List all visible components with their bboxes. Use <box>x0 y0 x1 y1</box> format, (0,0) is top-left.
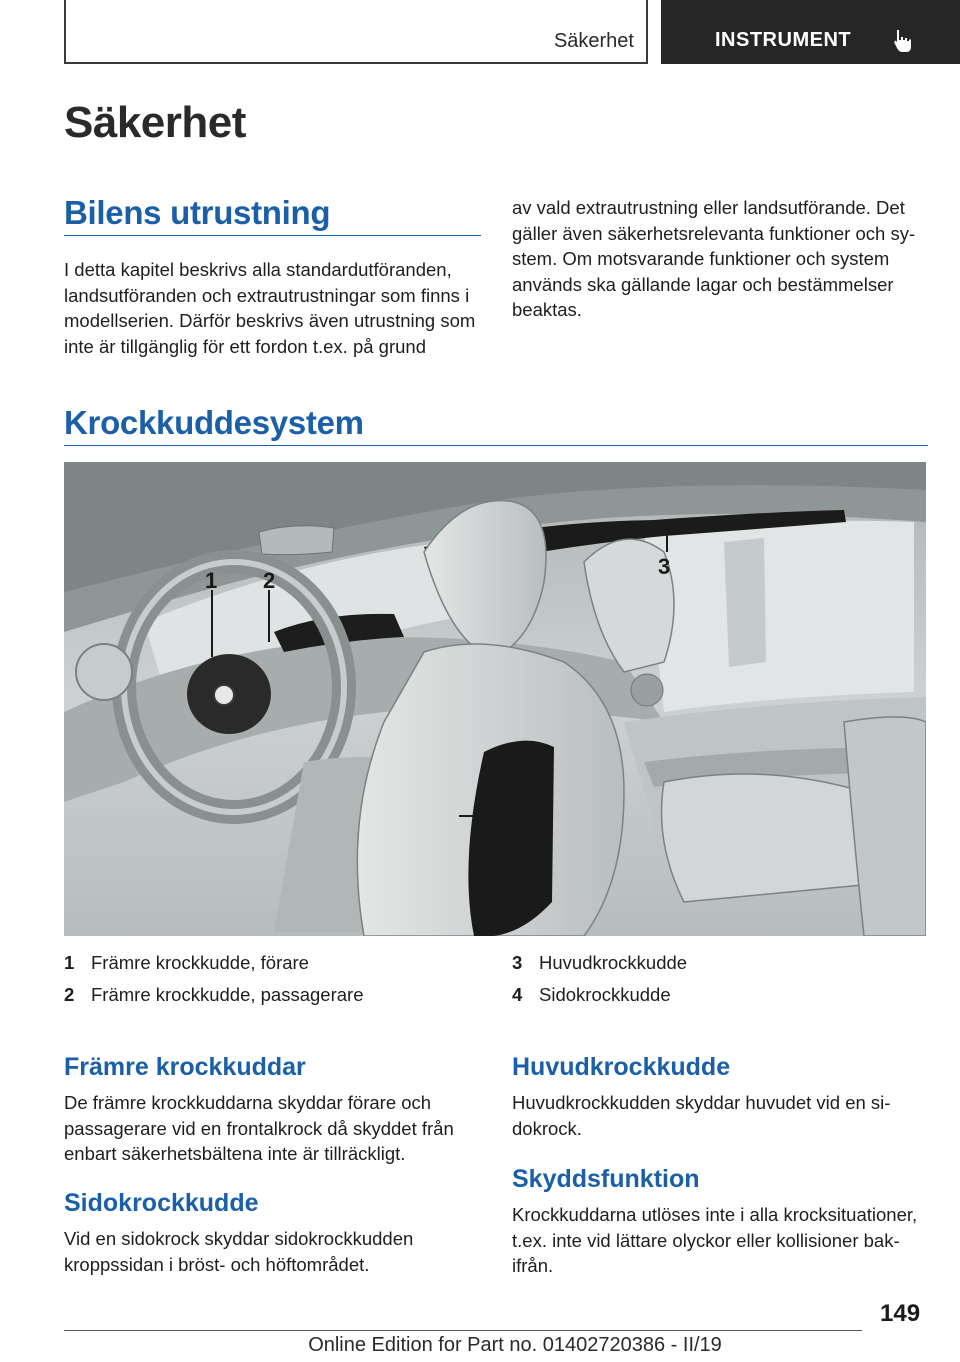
car-interior-drawing <box>64 462 926 936</box>
callout-1: 1 <box>205 568 218 593</box>
legend-text: Sidokrockkudde <box>539 984 671 1005</box>
subheading-skydd: Skyddsfunktion <box>512 1165 700 1193</box>
legend-text: Främre krockkudde, passagerare <box>91 984 364 1005</box>
section-rule <box>64 235 481 236</box>
callout-3: 3 <box>658 554 671 579</box>
sido-text: Vid en sidokrock skyddar sidokrockkudden kroppssidan i bröst- och höftområdet. <box>64 1228 414 1275</box>
callout-4: 4 <box>503 803 516 828</box>
framre-text: De främre krockkuddarna skyddar förare och passagerare vid en frontalkrock då skyddet från enbart säkerhetsbältena inte är tillräckligt. <box>64 1092 454 1164</box>
section-heading-bilens: Bilens utrustning <box>64 194 331 231</box>
airbag-illustration <box>64 462 926 936</box>
huvud-text: Huvudkrockkudden skyddar huvudet vid en si-dokrock. <box>512 1092 891 1139</box>
edition-label: Online Edition for Part no. 01402720386 - II/19 <box>308 1334 722 1356</box>
section-heading-krock: Krockkuddesystem <box>64 404 364 441</box>
skydd-text: Krockkuddarna utlöses inte i alla krocksituationer, t.ex. inte vid lättare olyckor eller kollisioner bak-ifrån. <box>512 1204 918 1276</box>
legend-number: 1 <box>64 952 75 973</box>
header-chapter-label: INSTRUMENT <box>715 29 852 51</box>
header-section-tab <box>64 0 648 64</box>
bilens-text-col2: av vald extrautrustning eller landsutförande. Det gäller även säkerhetsrelevanta funktioner och sy-stem. Om motsvarande funktioner och system används ska gällande lagar och bestämmelser beaktas. <box>512 197 916 320</box>
legend-number: 2 <box>64 984 75 1005</box>
callout-2: 2 <box>263 568 276 593</box>
legend-text: Huvudkrockkudde <box>539 952 688 973</box>
subheading-framre: Främre krockkuddar <box>64 1053 306 1081</box>
legend-text: Främre krockkudde, förare <box>91 952 309 973</box>
footer-rule <box>64 1330 862 1331</box>
subheading-huvud: Huvudkrockkudde <box>512 1053 731 1081</box>
page-title: Säkerhet <box>64 98 246 147</box>
section-rule <box>64 445 928 446</box>
legend-number: 3 <box>512 952 523 973</box>
legend-number: 4 <box>512 984 523 1005</box>
hand-pointer-icon <box>893 28 917 54</box>
header-chapter-tab <box>661 0 960 64</box>
header-section-label: Säkerhet <box>553 30 634 52</box>
subheading-sido: Sidokrockkudde <box>64 1189 259 1217</box>
bilens-text-col1: I detta kapitel beskrivs alla standardutföranden, landsutföranden och extrautrustningar som finns i modellserien. Därför beskrivs även utrustning som inte är tillgänglig för ett fordon t.ex. på grund <box>64 259 476 357</box>
page-number: 149 <box>880 1300 921 1327</box>
